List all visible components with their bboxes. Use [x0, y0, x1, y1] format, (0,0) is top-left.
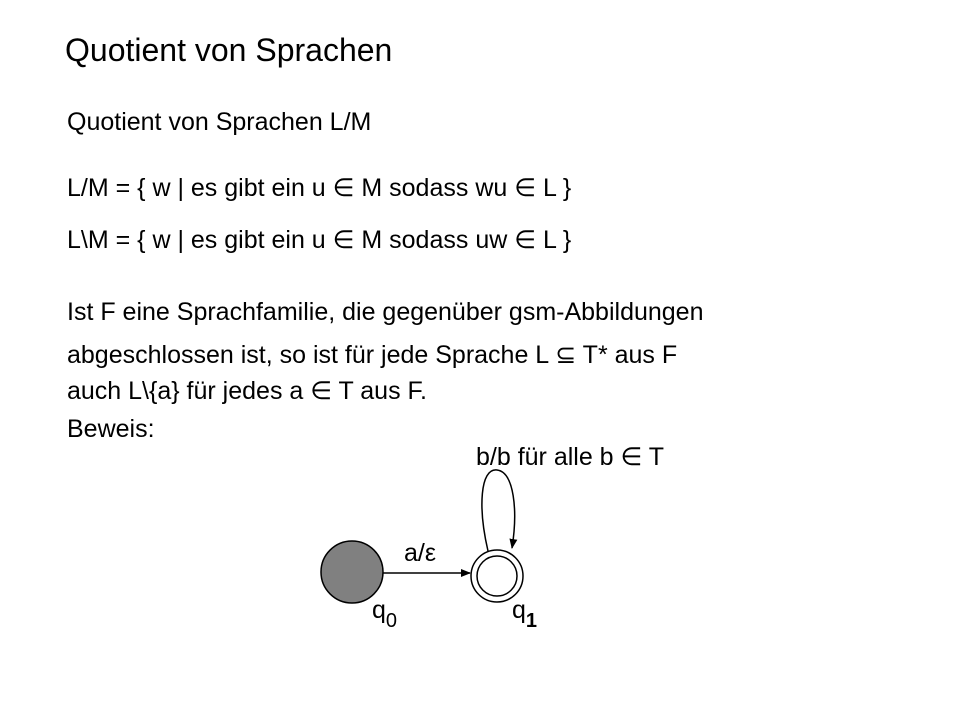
theorem-line-1: Ist F eine Sprachfamilie, die gegenüber gsm-Abbildungen [67, 298, 704, 326]
state-q0-index: 0 [385, 610, 398, 632]
page-title: Quotient von Sprachen [65, 32, 393, 68]
state-q0-name: q [372, 596, 386, 624]
state-q0-label [372, 598, 397, 631]
left-quotient-definition: L\M = { w | es gibt ein u ∈ M sodass uw ∈ L } [67, 226, 572, 254]
right-quotient-definition: L/M = { w | es gibt ein u ∈ M sodass wu ∈ L } [67, 174, 572, 202]
state-q1-index: 1 [525, 610, 538, 632]
theorem-line-3: auch L\{a} für jedes a ∈ T aus F. [67, 377, 427, 405]
subtitle: Quotient von Sprachen L/M [67, 108, 372, 136]
state-q1-inner [477, 556, 517, 596]
state-q1-label [512, 598, 537, 631]
state-q1-name: q [512, 596, 526, 624]
transition-label: a/ε [404, 539, 436, 567]
self-loop-label: b/b für alle b ∈ T [476, 443, 665, 471]
self-loop-arrow [482, 470, 515, 551]
state-q0 [321, 541, 383, 603]
theorem-line-2: abgeschlossen ist, so ist für jede Sprache L ⊆ T* aus F [67, 341, 678, 369]
proof-label: Beweis: [67, 415, 155, 443]
